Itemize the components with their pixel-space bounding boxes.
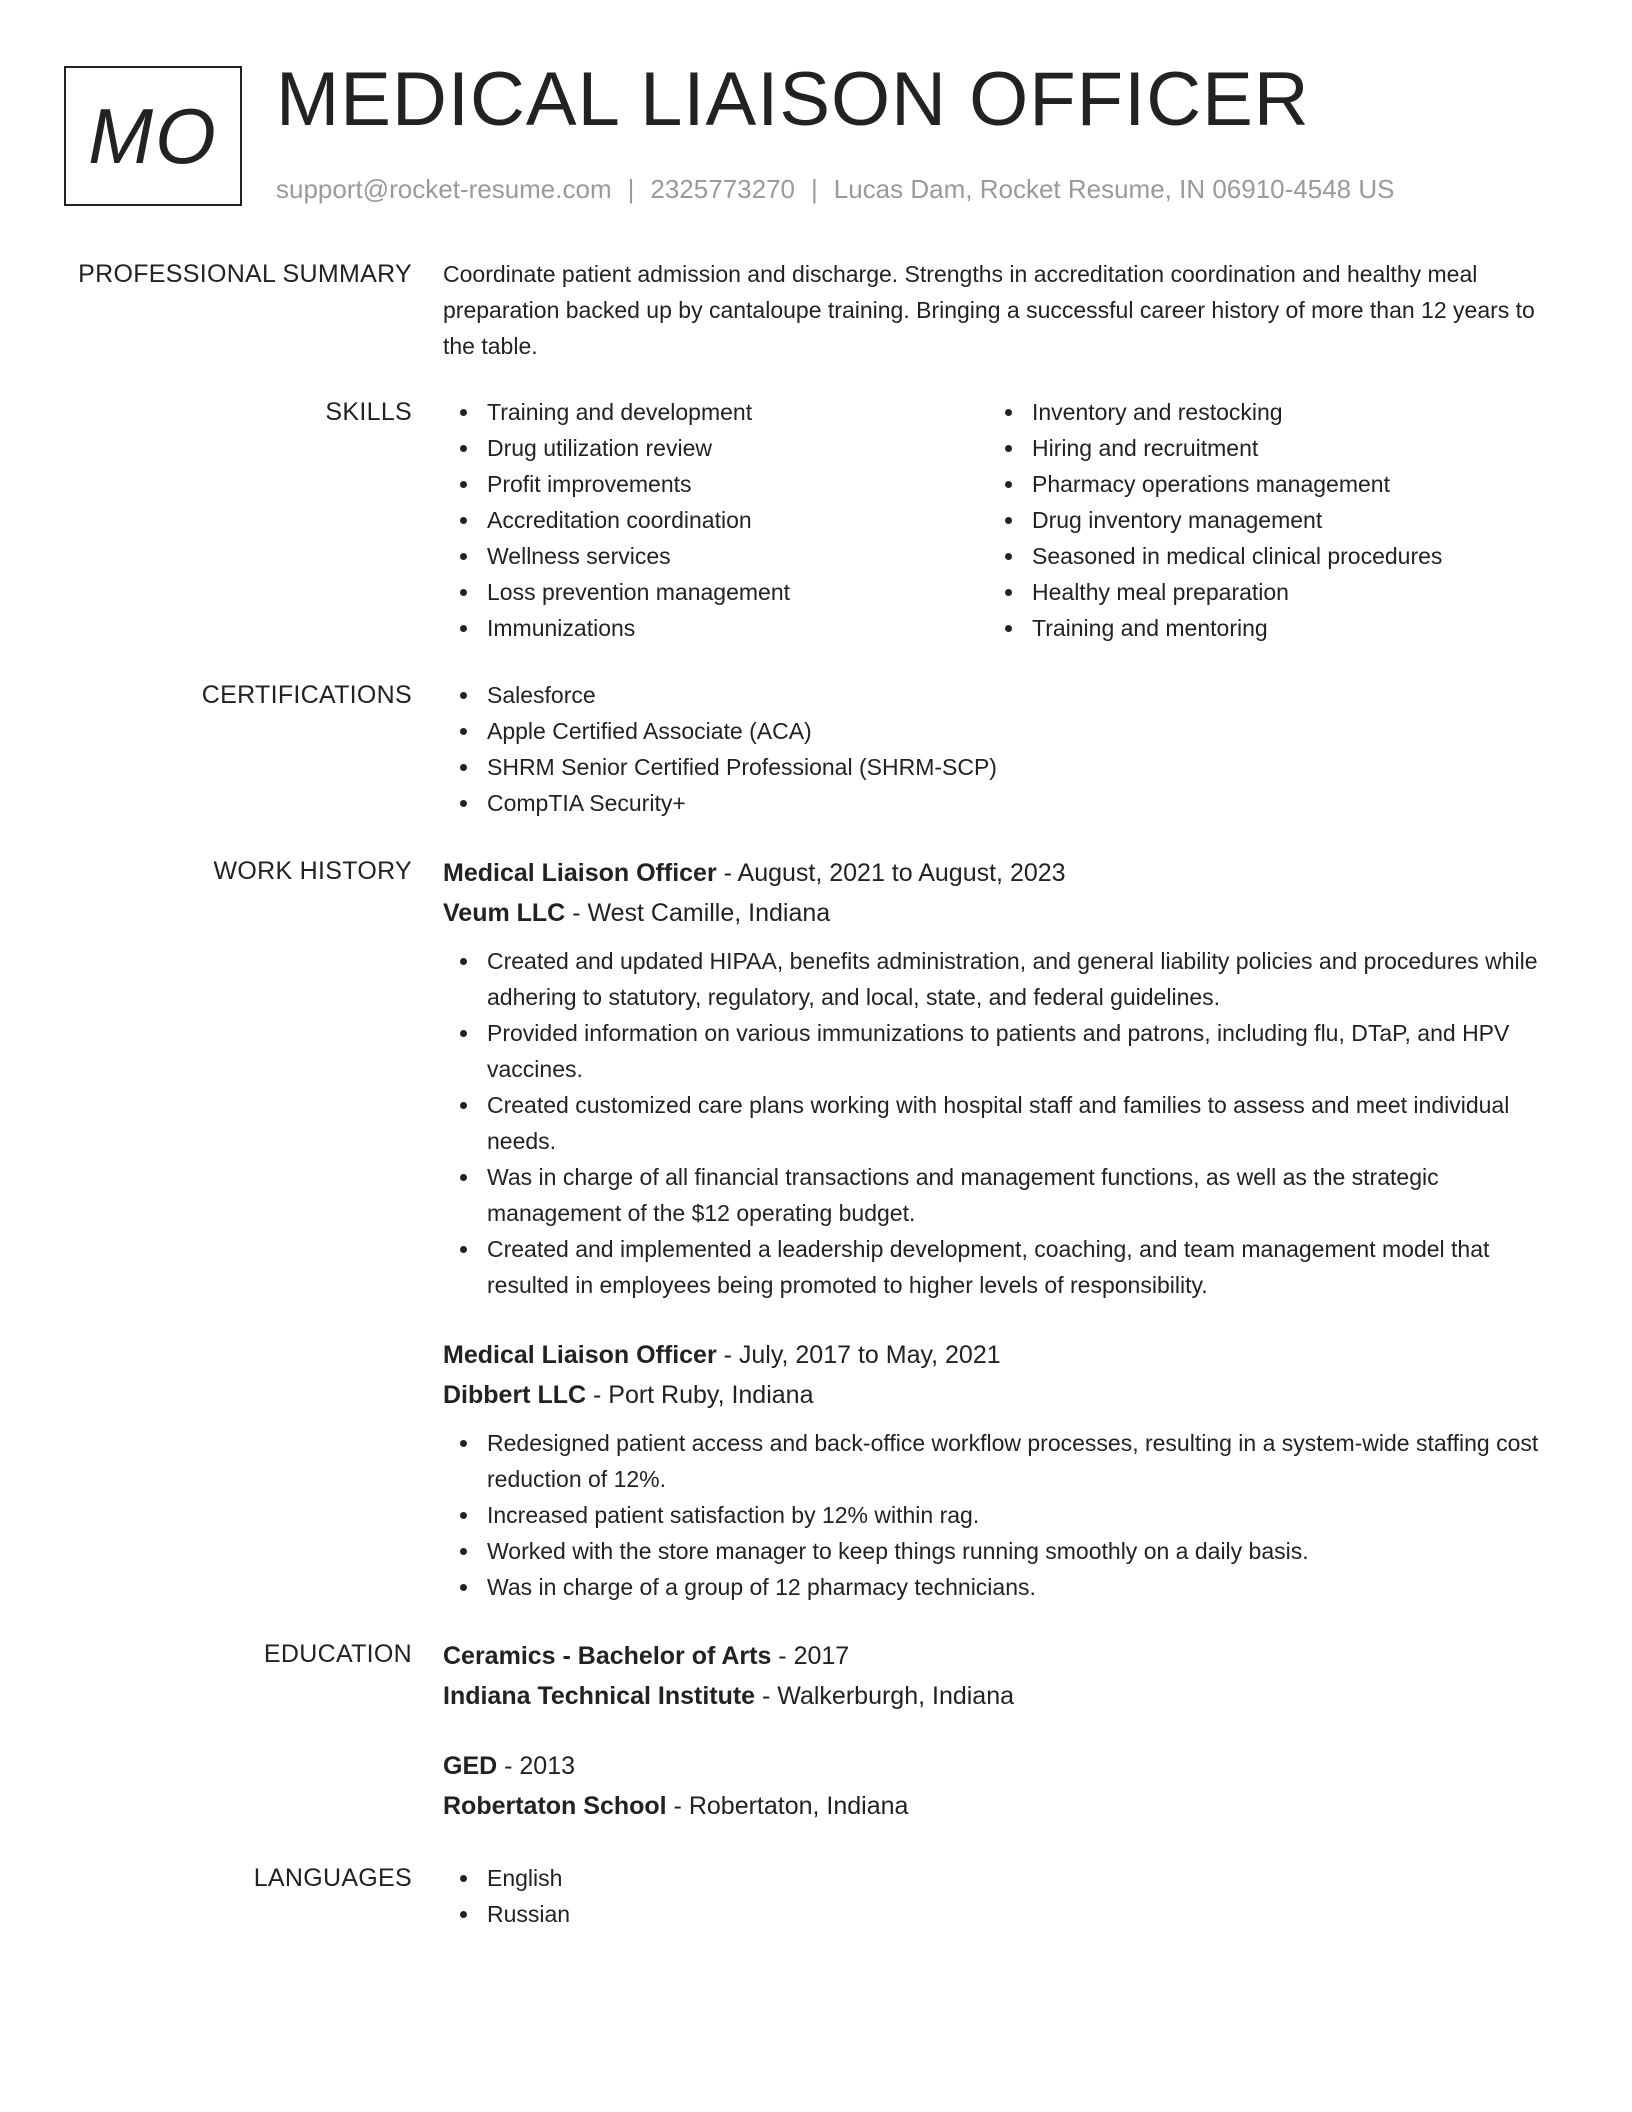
summary-text: Coordinate patient admission and discharge. Strengths in accreditation coordination and healthy meal preparation backed up by cantaloupe training. Bringing a successful career history of more than 12 years to the table. bbox=[443, 261, 1535, 359]
list-item: Salesforce bbox=[443, 677, 1553, 713]
work-history-body bbox=[443, 1335, 1553, 1605]
job-bullets bbox=[443, 1425, 1553, 1605]
languages-list bbox=[443, 1860, 1553, 1932]
email-text: support@rocket-resume.com bbox=[276, 174, 612, 204]
list-item: Drug inventory management bbox=[988, 502, 1533, 538]
school-line bbox=[443, 1786, 1553, 1826]
list-item: Provided information on various immunizations to patients and patrons, including flu, DTaP, and HPV vaccines. bbox=[443, 1015, 1553, 1087]
education-entry bbox=[443, 1746, 1553, 1826]
company-name: Veum LLC bbox=[443, 899, 566, 927]
list-item: Accreditation coordination bbox=[443, 502, 988, 538]
company-location: - West Camille, Indiana bbox=[565, 899, 831, 927]
skills-list-left bbox=[443, 394, 988, 646]
list-item: Created customized care plans working with hospital staff and families to assess and meet individual needs. bbox=[443, 1087, 1553, 1159]
company-line bbox=[443, 893, 1553, 933]
list-item: Redesigned patient access and back-office workflow processes, resulting in a system-wide staffing cost reduction of 12%. bbox=[443, 1425, 1553, 1497]
job-bullets bbox=[443, 943, 1553, 1303]
company-name: Dibbert LLC bbox=[443, 1381, 587, 1409]
list-item: Immunizations bbox=[443, 610, 988, 646]
company-location: - Port Ruby, Indiana bbox=[586, 1381, 814, 1409]
list-item: Pharmacy operations management bbox=[988, 466, 1533, 502]
section-heading: WORK HISTORY bbox=[213, 857, 412, 885]
page-title: MEDICAL LIAISON OFFICER bbox=[276, 57, 1310, 142]
work-history-body bbox=[443, 853, 1553, 1303]
school-line bbox=[443, 1676, 1553, 1716]
degree-line bbox=[443, 1746, 1553, 1786]
list-item: Drug utilization review bbox=[443, 430, 988, 466]
school-location: - Walkerburgh, Indiana bbox=[755, 1682, 1015, 1710]
separator: | bbox=[811, 174, 818, 204]
job-title-line bbox=[443, 853, 1553, 893]
skills-list-right bbox=[988, 394, 1533, 646]
section-heading: EDUCATION bbox=[263, 1640, 412, 1668]
certifications-list bbox=[443, 677, 1553, 821]
monogram-badge: MO bbox=[64, 66, 242, 206]
section-heading: PROFESSIONAL SUMMARY bbox=[78, 260, 412, 288]
company-line bbox=[443, 1375, 1553, 1415]
list-item: Increased patient satisfaction by 12% within rag. bbox=[443, 1497, 1553, 1533]
job-entry bbox=[443, 853, 1553, 1303]
degree-year: - 2013 bbox=[497, 1752, 576, 1780]
list-item: Loss prevention management bbox=[443, 574, 988, 610]
list-item: Russian bbox=[443, 1896, 1553, 1932]
list-item: English bbox=[443, 1860, 1553, 1896]
list-item: Created and updated HIPAA, benefits administration, and general liability policies and procedures while adhering to statutory, regulatory, and local, state, and federal guidelines. bbox=[443, 943, 1553, 1015]
section-heading: LANGUAGES bbox=[253, 1864, 412, 1892]
list-item: Seasoned in medical clinical procedures bbox=[988, 538, 1533, 574]
job-dates: - July, 2017 to May, 2021 bbox=[716, 1341, 1001, 1369]
job-title: Medical Liaison Officer bbox=[443, 859, 717, 887]
list-item: Hiring and recruitment bbox=[988, 430, 1533, 466]
education-body bbox=[443, 1636, 1553, 1826]
list-item: Wellness services bbox=[443, 538, 988, 574]
list-item: Was in charge of a group of 12 pharmacy technicians. bbox=[443, 1569, 1553, 1605]
list-item: Apple Certified Associate (ACA) bbox=[443, 713, 1553, 749]
school-name: Robertaton School bbox=[443, 1792, 667, 1820]
phone-text: 2325773270 bbox=[650, 174, 795, 204]
list-item: CompTIA Security+ bbox=[443, 785, 1553, 821]
list-item: Created and implemented a leadership development, coaching, and team management model that resulted in employees being promoted to higher levels of responsibility. bbox=[443, 1231, 1553, 1303]
list-item: Training and mentoring bbox=[988, 610, 1533, 646]
list-item: SHRM Senior Certified Professional (SHRM-SCP) bbox=[443, 749, 1553, 785]
languages-body bbox=[443, 1860, 1553, 1932]
job-title-line bbox=[443, 1335, 1553, 1375]
job-title: Medical Liaison Officer bbox=[443, 1341, 717, 1369]
skills-columns bbox=[443, 394, 1553, 646]
certifications-body bbox=[443, 677, 1553, 821]
education-entry bbox=[443, 1636, 1553, 1716]
job-entry bbox=[443, 1335, 1553, 1605]
degree-name: Ceramics - Bachelor of Arts bbox=[443, 1642, 772, 1670]
list-item: Was in charge of all financial transactions and management functions, as well as the strategic management of the $12 operating budget. bbox=[443, 1159, 1553, 1231]
contact-line bbox=[276, 172, 1394, 206]
list-item: Profit improvements bbox=[443, 466, 988, 502]
school-name: Indiana Technical Institute bbox=[443, 1682, 756, 1710]
job-dates: - August, 2021 to August, 2023 bbox=[716, 859, 1066, 887]
separator: | bbox=[627, 174, 635, 204]
address-text: Lucas Dam, Rocket Resume, IN 06910-4548 US bbox=[833, 174, 1395, 204]
section-heading: CERTIFICATIONS bbox=[201, 681, 412, 709]
degree-name: GED bbox=[443, 1752, 498, 1780]
degree-year: - 2017 bbox=[771, 1642, 850, 1670]
section-heading: SKILLS bbox=[325, 398, 412, 426]
school-location: - Robertaton, Indiana bbox=[666, 1792, 909, 1820]
list-item: Inventory and restocking bbox=[988, 394, 1533, 430]
degree-line bbox=[443, 1636, 1553, 1676]
list-item: Worked with the store manager to keep things running smoothly on a daily basis. bbox=[443, 1533, 1553, 1569]
list-item: Healthy meal preparation bbox=[988, 574, 1533, 610]
list-item: Training and development bbox=[443, 394, 988, 430]
